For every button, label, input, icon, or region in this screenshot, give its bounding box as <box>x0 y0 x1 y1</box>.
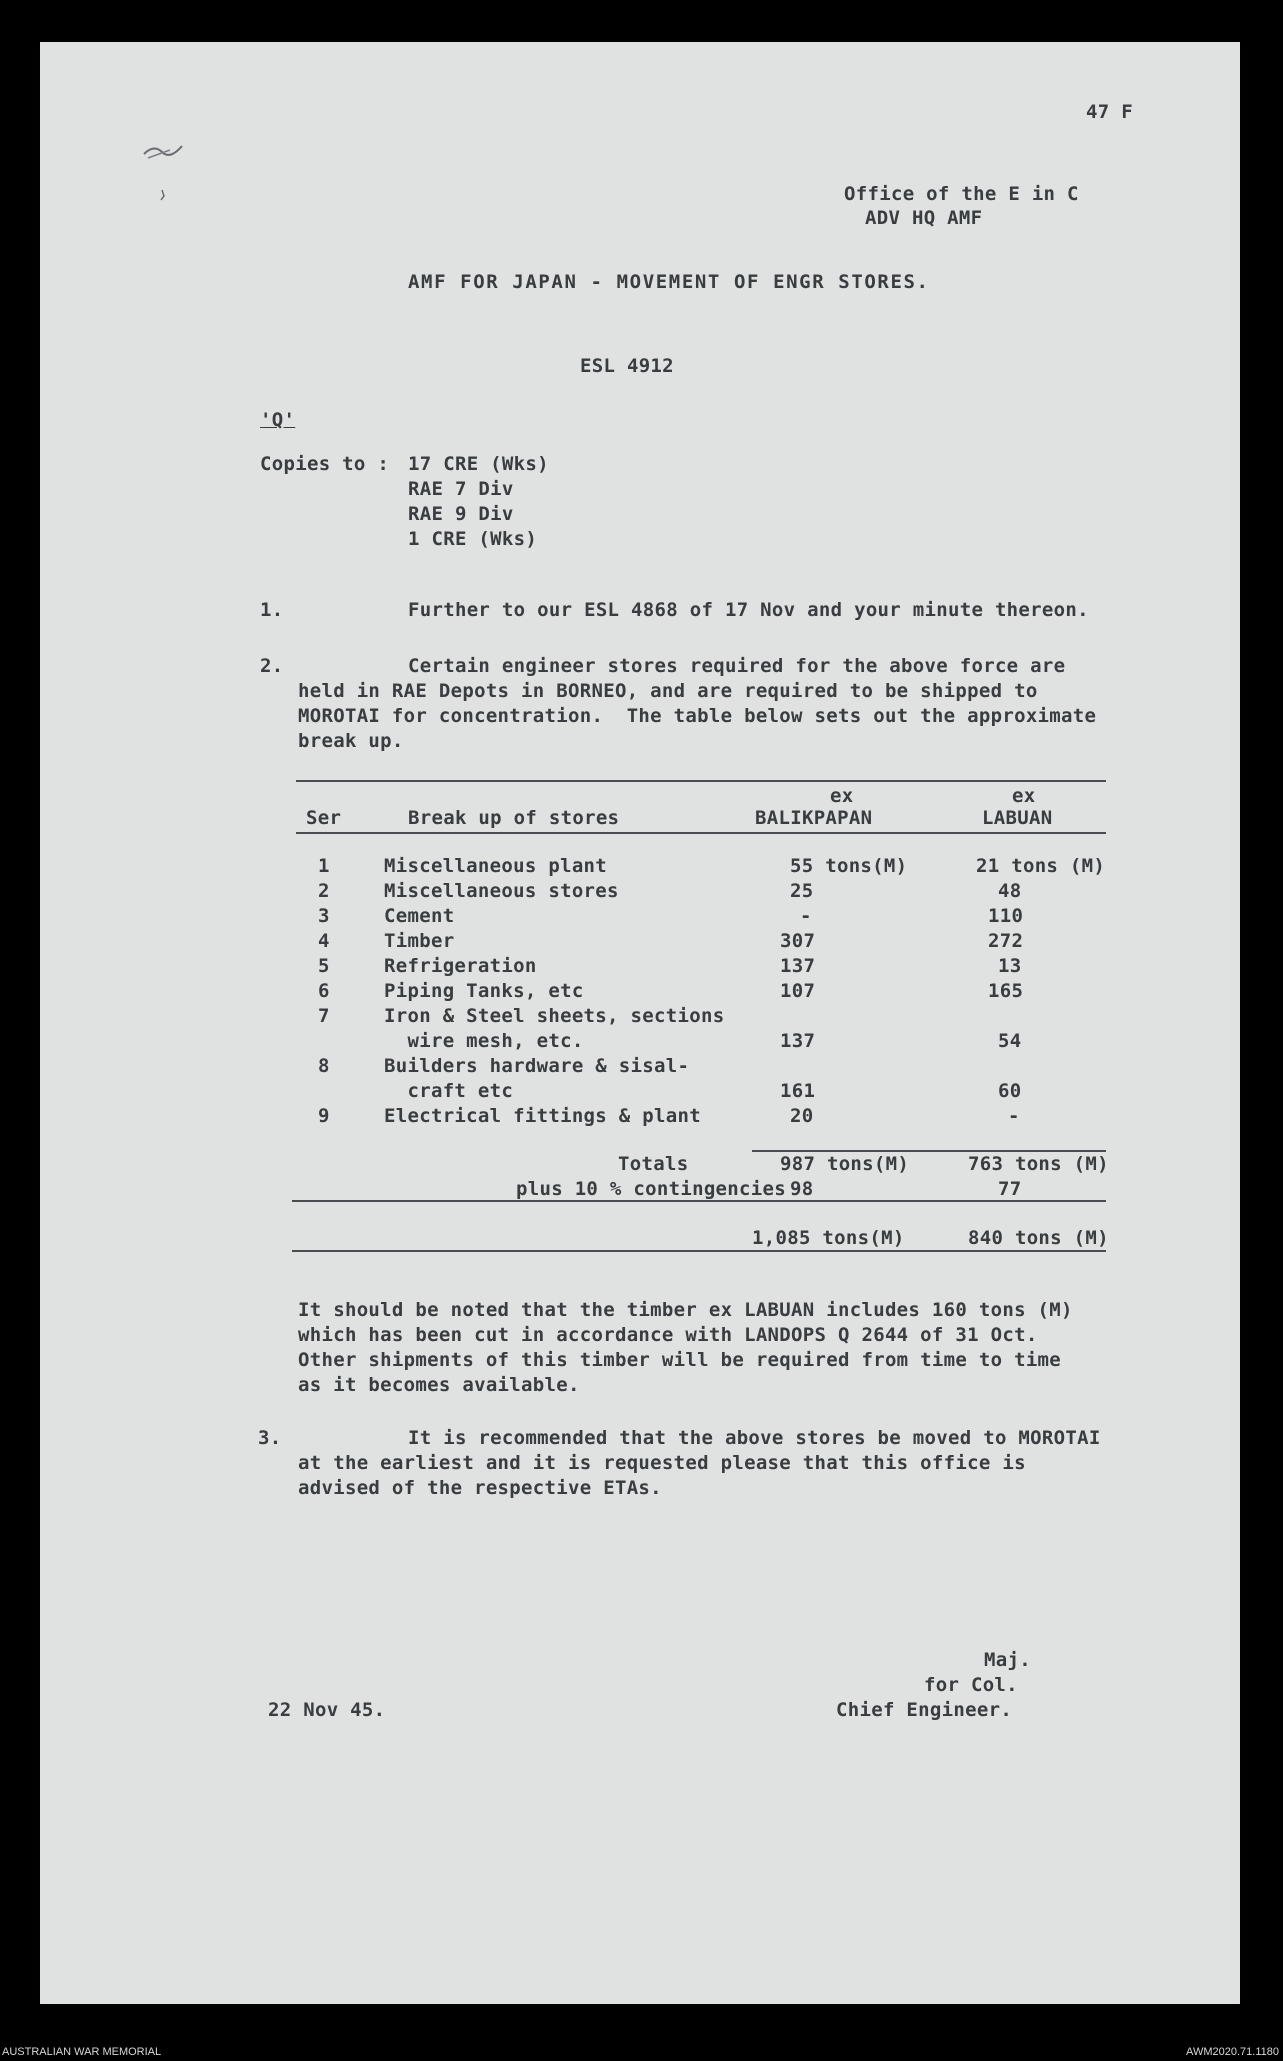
table-header-ex: ex <box>830 785 854 807</box>
page-number: 47 F <box>1086 101 1133 123</box>
paragraph-2-line: Certain engineer stores required for the above force are <box>408 655 1066 677</box>
table-row-item: Iron & Steel sheets, sections <box>384 1005 725 1027</box>
contingencies-label: plus 10 % contingencies <box>516 1178 786 1200</box>
table-row-item: Builders hardware & sisal- <box>384 1055 690 1077</box>
paragraph-number: 2. <box>260 655 284 677</box>
pen-mark-icon <box>140 134 190 204</box>
note-line: It should be noted that the timber ex LABUAN includes 160 tons (M) <box>298 1299 1073 1321</box>
copies-recipient: 17 CRE (Wks) <box>408 453 549 475</box>
signature-for: for Col. <box>924 1674 1018 1696</box>
table-header-ser: Ser <box>306 807 342 829</box>
table-row-labuan: 60 <box>998 1080 1022 1102</box>
table-row-labuan: 54 <box>998 1030 1022 1052</box>
table-row-balikpapan: 161 <box>780 1080 816 1102</box>
grand-total-balikpapan: 1,085 tons(M) <box>752 1227 905 1249</box>
signature-title: Chief Engineer. <box>836 1699 1013 1721</box>
table-row-labuan: 48 <box>998 880 1022 902</box>
table-row-balikpapan: 25 <box>790 880 814 902</box>
table-row-item: Cement <box>384 905 455 927</box>
table-row-item: Miscellaneous plant <box>384 855 608 877</box>
paragraph-number: 3. <box>258 1427 282 1449</box>
table-row-balikpapan: 107 <box>780 980 816 1002</box>
paragraph-2-line: held in RAE Depots in BORNEO, and are required to be shipped to <box>298 680 1038 702</box>
paragraph-3-line: at the earliest and it is requested please that this office is <box>298 1452 1026 1474</box>
contingencies-rule <box>292 1200 1106 1202</box>
note-line: Other shipments of this timber will be required from time to time <box>298 1349 1062 1371</box>
contingencies-balikpapan: 98 <box>790 1178 814 1200</box>
table-row-ser: 3 <box>318 905 330 927</box>
copies-recipient: RAE 7 Div <box>408 478 514 500</box>
note-line: as it becomes available. <box>298 1374 580 1396</box>
q-label: 'Q' <box>260 409 296 431</box>
paragraph-1-text: Further to our ESL 4868 of 17 Nov and your minute thereon. <box>408 599 1089 621</box>
table-row-labuan: 272 <box>988 930 1024 952</box>
totals-labuan: 763 tons (M) <box>968 1153 1109 1175</box>
table-rule-top <box>296 780 1106 782</box>
paragraph-2-line: break up. <box>298 730 404 752</box>
table-row-item: Miscellaneous stores <box>384 880 619 902</box>
document-date: 22 Nov 45. <box>268 1699 386 1721</box>
table-row-item: Electrical fittings & plant <box>384 1105 701 1127</box>
table-row-item: Refrigeration <box>384 955 537 977</box>
office-line-2: ADV HQ AMF <box>865 207 983 229</box>
document-title: AMF FOR JAPAN - MOVEMENT OF ENGR STORES. <box>408 271 930 293</box>
table-row-labuan: 165 <box>988 980 1024 1002</box>
table-row-balikpapan: - <box>800 905 812 927</box>
table-row-balikpapan: 137 <box>780 1030 816 1052</box>
table-header-balikpapan: BALIKPAPAN <box>755 807 873 829</box>
table-row-ser: 1 <box>318 855 330 877</box>
table-row-ser: 9 <box>318 1105 330 1127</box>
paragraph-3-line: advised of the respective ETAs. <box>298 1477 662 1499</box>
table-rule-header <box>296 832 1106 834</box>
table-row-item-cont: wire mesh, etc. <box>384 1030 584 1052</box>
table-row-ser: 7 <box>318 1005 330 1027</box>
table-row-balikpapan: 20 <box>790 1105 814 1127</box>
table-row-labuan: 13 <box>998 955 1022 977</box>
table-row-item: Timber <box>384 930 455 952</box>
table-row-balikpapan: 55 tons(M) <box>790 855 908 877</box>
footer-accession: AWM2020.71.1180 <box>1186 2046 1279 2058</box>
table-row-balikpapan: 307 <box>780 930 816 952</box>
table-row-ser: 4 <box>318 930 330 952</box>
copies-recipient: 1 CRE (Wks) <box>408 528 538 550</box>
table-header-labuan: LABUAN <box>982 807 1053 829</box>
table-row-ser: 5 <box>318 955 330 977</box>
paragraph-2-line: MOROTAI for concentration. The table below sets out the approximate <box>298 705 1097 727</box>
document-page <box>40 42 1240 2004</box>
table-header-item: Break up of stores <box>408 807 620 829</box>
copies-recipient: RAE 9 Div <box>408 503 514 525</box>
totals-label: Totals <box>618 1153 689 1175</box>
grand-total-labuan: 840 tons (M) <box>968 1227 1109 1249</box>
copies-label: Copies to : <box>260 453 390 475</box>
office-line-1: Office of the E in C <box>844 183 1079 205</box>
contingencies-labuan: 77 <box>998 1178 1022 1200</box>
totals-balikpapan: 987 tons(M) <box>780 1153 910 1175</box>
table-row-labuan: 21 tons (M) <box>976 855 1106 877</box>
signature-rank: Maj. <box>984 1649 1031 1671</box>
table-header-ex: ex <box>1012 785 1036 807</box>
note-line: which has been cut in accordance with LANDOPS Q 2644 of 31 Oct. <box>298 1324 1038 1346</box>
table-row-balikpapan: 137 <box>780 955 816 977</box>
table-row-ser: 8 <box>318 1055 330 1077</box>
footer-source: AUSTRALIAN WAR MEMORIAL <box>2 2046 162 2058</box>
grand-total-rule <box>292 1250 1106 1252</box>
reference-number: ESL 4912 <box>580 355 674 377</box>
table-row-ser: 6 <box>318 980 330 1002</box>
table-row-labuan: 110 <box>988 905 1024 927</box>
table-row-item: Piping Tanks, etc <box>384 980 584 1002</box>
table-row-ser: 2 <box>318 880 330 902</box>
table-row-item-cont: craft etc <box>384 1080 514 1102</box>
table-row-labuan: - <box>1008 1105 1020 1127</box>
paragraph-3-line: It is recommended that the above stores be moved to MOROTAI <box>408 1427 1101 1449</box>
paragraph-number: 1. <box>260 599 284 621</box>
